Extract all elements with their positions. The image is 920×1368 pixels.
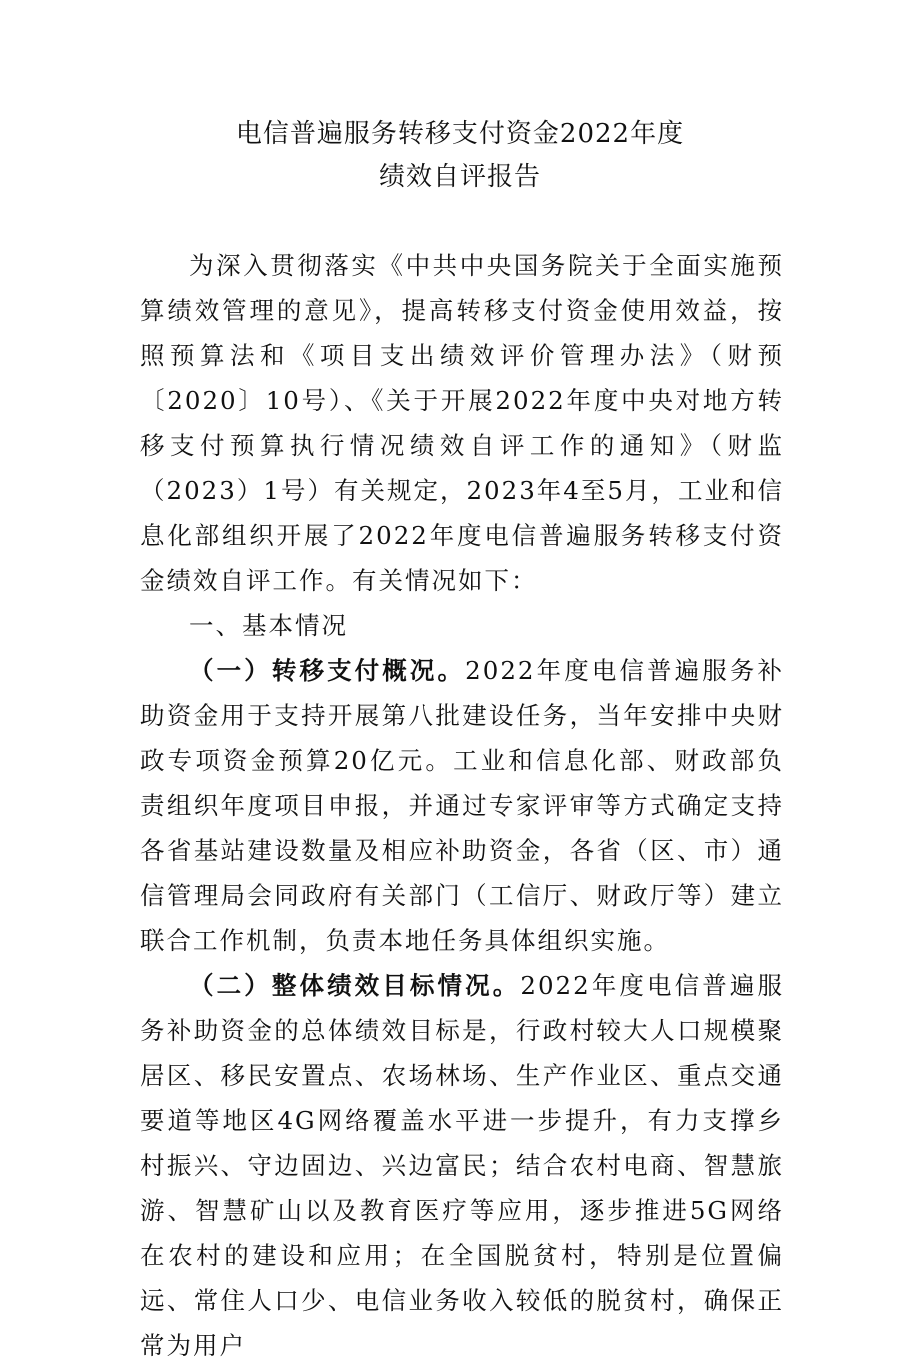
subheading-performance-goals: （二）整体绩效目标情况。 [189, 971, 521, 1000]
transfer-overview-text: 2022年度电信普遍服务补助资金用于支持开展第八批建设任务，当年安排中央财政专项资金预算20亿元。工业和信息化部、财政部负责组织年度项目申报，并通过专家评审等方式确定支持各省基站建设数量及相应补助资金，各省（区、市）通信管理局会同政府有关部门（工信厅、财政厅等）建立联合工作机制，负责本地任务具体组织实施。 [140, 656, 785, 955]
document-title-line2: 绩效自评报告 [378, 162, 541, 192]
section-heading-basic-info: 一、基本情况 [189, 611, 348, 640]
paragraph-performance-goals [140, 963, 784, 1368]
document-body [140, 243, 784, 1368]
document-title-line1: 电信普遍服务转移支付资金2022年度 [235, 119, 685, 149]
paragraph-transfer-overview [140, 648, 784, 963]
performance-goals-text: 2022年度电信普遍服务补助资金的总体绩效目标是，行政村较大人口规模聚居区、移民安置点、农场林场、生产作业区、重点交通要道等地区4G网络覆盖水平进一步提升，有力支撑乡村振兴、守边固边、兴边富民；结合农村电商、智慧旅游、智慧矿山以及教育医疗等应用，逐步推进5G网络在农村的建设和应用；在全国脱贫村，特别是位置偏远、常住人口少、电信业务收入较低的脱贫村，确保正常为用户 [140, 971, 784, 1360]
intro-paragraph: 为深入贯彻落实《中共中央国务院关于全面实施预算绩效管理的意见》，提高转移支付资金使用效益，按照预算法和《项目支出绩效评价管理办法》（财预〔2020〕10号）、《关于开展2022年度中央对地方转移支付预算执行情况绩效自评工作的通知》（财监（2023）1号）有关规定，2023年4至5月，工业和信息化部组织开展了2022年度电信普遍服务转移支付资金绩效自评工作。有关情况如下： [140, 251, 784, 595]
subheading-transfer-overview: （一）转移支付概况。 [189, 656, 466, 685]
